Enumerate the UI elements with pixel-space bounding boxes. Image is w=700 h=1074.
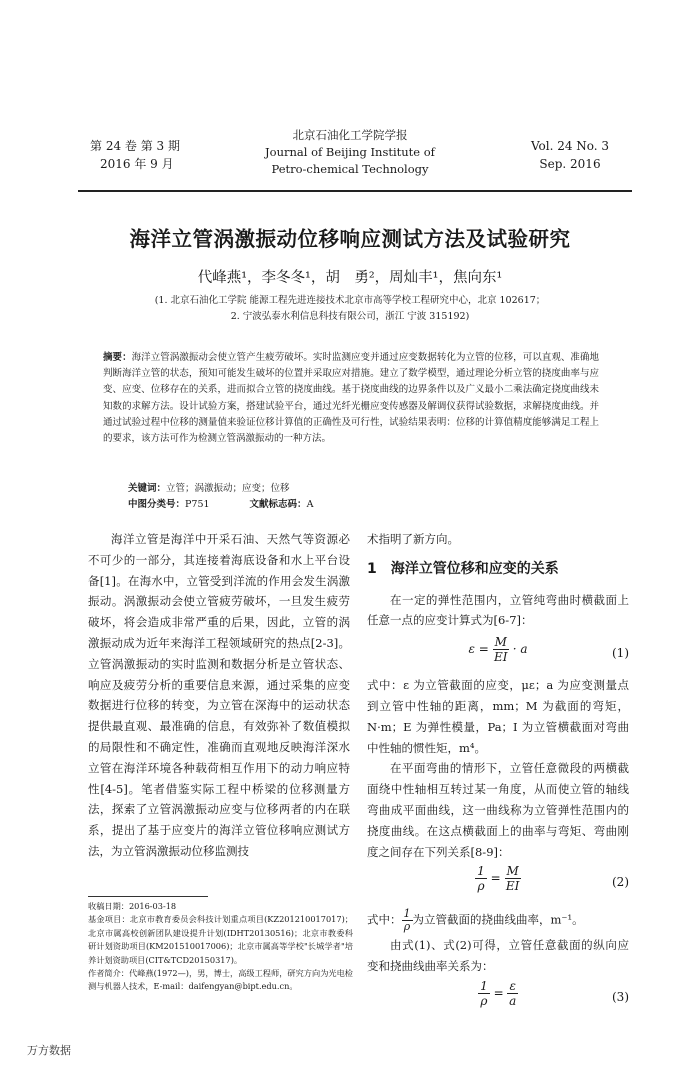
author-list: 代峰燕¹，李冬冬¹，胡 勇²，周灿丰¹，焦向东¹	[197, 270, 503, 286]
date-cn: 2016 年 9 月	[100, 157, 174, 171]
wanfang-watermark: 万方数据	[27, 1044, 71, 1057]
para4-fraction-numerator: 1	[403, 907, 411, 921]
para4-inline-fraction	[402, 908, 413, 933]
intro-paragraph: 海洋立管是海洋中开采石油、天然气等资源必不可少的一部分，其连接着海底设备和水上平台设备[1]。在海水中，立管受到洋流的作用会发生涡激振动。涡激振动会使立管疲劳破坏，一旦发生疲劳破坏，将会造成非常严重的后果，因此，立管的涡激振动成为近年来海洋工程领域研究的热点[2-3]。立管涡激振动的实时监测和数据分析是立管状态、响应及疲劳分析的重要信息来源，通过采集的应变数据进行位移的转变，为立管在深海中的运动状态提供最直观、最准确的信息，有效弥补了数值模拟的局限性和不确定性，准确而直观地反映海洋深水立管在海洋环境各种载荷相互作用下的动力响应特性[4-5]。笔者借鉴实际工程中桥梁的位移测量方法，探索了立管涡激振动应变与位移两者的内在联系，提出了基于应变片的海洋立管位移响应测试方法，为立管涡激振动位移监测技	[88, 532, 350, 858]
eq3-right-numerator: ε	[509, 978, 516, 993]
eq1-number: (1)	[612, 646, 629, 661]
header-divider	[78, 190, 632, 192]
abstract-text: 海洋立管涡激振动会使立管产生疲劳破坏。实时监测应变并通过应变数据转化为立管的位移，可以直观、准确地判断海洋立管的状态，预知可能发生破坏的位置并采取应对措施。建立了数学模型，通过理论分析立管的挠度曲率与应变、应变、位移存在的关系，进而拟合立管的挠度曲线。基于挠度曲线的边界条件以及广义最小二乘法确定挠度曲线未知数的求解方法。设计试验方案，搭建试验平台，通过光纤光栅应变传感器及解调仪获得试验数据，求解挠度曲线。并通过试验过程中位移的测量值来验证位移计算值的正确性及可行性，试验结果表明：位移的计算值精度能够满足工程上的要求，该方法可作为检测立管涡激振动的一种方法。	[103, 352, 599, 445]
eq3-left-numerator: 1	[480, 978, 488, 993]
para4-fraction-denominator: ρ	[403, 920, 411, 934]
classification	[128, 496, 313, 510]
journal-name-cn: 北京石油化工学院学报	[292, 128, 408, 142]
body-right-column	[367, 529, 629, 1019]
keywords-label: 关键词：	[128, 483, 167, 494]
keywords-text: 立管；涡激振动；应变；位移	[166, 483, 290, 494]
section-1-paragraph-2: 式中：ε 为立管截面的应变，με；a 为应变测量点到立管中性轴的距离，mm；M 为截面的弯矩，N·m；E 为弹性模量，Pa；I 为立管横截面对弯曲中性轴的惯性矩，m⁴。	[367, 678, 629, 755]
doc-code-label: 文献标志码：	[249, 499, 307, 510]
eq1-numerator: M	[494, 635, 507, 650]
section-1-heading: 1 海洋立管位移和应变的关系	[367, 560, 559, 577]
journal-name-block	[250, 127, 450, 178]
keywords	[128, 480, 290, 494]
eq2-number: (2)	[612, 875, 629, 890]
eq1-lhs: ε =	[468, 642, 493, 657]
eq2-right-denominator: EI	[505, 879, 520, 894]
para4-prefix: 式中：	[367, 912, 402, 927]
section-1-paragraph-3: 在平面弯曲的情形下，立管任意微段的两横截面绕中性轴相互转过某一角度，从而使立管的轴线弯曲成平面曲线，这一曲线称为立管弹性范围内的挠度曲线。在这点横截面上的曲率与弯矩、弯曲刚度之间存在下列关系[8-9]：	[367, 761, 629, 859]
clc-label: 中图分类号：	[128, 499, 186, 510]
affiliations	[80, 293, 620, 325]
eq2-left-denominator: ρ	[477, 879, 485, 894]
funding-info: 基金项目：北京市教育委员会科技计划重点项目(KZ201210017017)；北京市属高校创新团队建设提升计划(IDHT20130516)；北京市教委科研计划资助项目(KM201510017006)；北京市属高等学校"长城学者"培养计划资助项目(CIT&TCD20150317)。	[88, 914, 353, 965]
eq2-left-numerator: 1	[477, 864, 485, 879]
doc-code: A	[306, 499, 314, 510]
clc-code: P751	[185, 499, 210, 510]
header-volume-issue-block	[90, 137, 180, 173]
eq3-right-fraction	[507, 979, 517, 1008]
eq2-right-numerator: M	[506, 864, 519, 879]
abstract-label: 摘要：	[103, 352, 132, 363]
journal-name-en-line1: Journal of Beijing Institute of	[265, 145, 435, 159]
header-volume-en-block	[515, 137, 625, 173]
body-left-column	[88, 529, 350, 862]
footnote-divider	[88, 896, 208, 897]
equation-3: $\frac{1}{\rho}$ = $\frac{\varepsilon}{a}$ (3)	[480, 978, 629, 1008]
eq3-right-denominator: a	[509, 993, 517, 1008]
eq3-left-fraction	[478, 979, 490, 1008]
paper-title: 海洋立管涡激振动位移响应测试方法及试验研究	[129, 227, 571, 251]
footnote	[88, 900, 353, 994]
section-1-paragraph-5: 由式(1)、式(2)可得，立管任意截面的纵向应变和挠曲线曲率关系为：	[367, 938, 629, 974]
section-1-paragraph-1: 在一定的弹性范围内，立管纯弯曲时横截面上任意一点的应变计算式为[6-7]：	[367, 592, 629, 628]
volume-issue-en: Vol. 24 No. 3	[530, 139, 610, 153]
eq1-denominator: EI	[494, 650, 508, 665]
section-1-paragraph-4	[367, 908, 629, 933]
equation-1	[367, 631, 629, 675]
eq1-fraction	[493, 635, 509, 664]
eq1-tail: · a	[508, 642, 528, 657]
eq3-number: (3)	[612, 989, 629, 1004]
eq2-left-fraction	[475, 864, 487, 893]
intro-continuation: 术指明了新方向。	[367, 532, 459, 546]
equation-2: $\frac{1}{\rho}$ = $\frac{M}{EI}$ (2)	[477, 864, 629, 894]
eq2-right-fraction	[505, 864, 521, 893]
abstract	[103, 350, 599, 447]
affiliation-1: (1. 北京石油化工学院 能源工程先进连接技术北京市高等学校工程研究中心，北京 102617；	[154, 295, 546, 306]
received-date: 收稿日期：2016-03-18	[88, 901, 177, 911]
para4-suffix: 为立管截面的挠曲线曲率，m⁻¹。	[412, 912, 584, 927]
journal-name-en-line2: Petro-chemical Technology	[271, 162, 429, 176]
affiliation-2: 2. 宁波弘泰水利信息科技有限公司，浙江 宁波 315192)	[230, 311, 470, 322]
author-bio: 作者简介：代峰燕(1972—)，男，博士，高级工程师，研究方向为光电检测与机器人技术，E-mail：daifengyan@bipt.edu.cn。	[88, 968, 353, 992]
eq3-left-denominator: ρ	[480, 993, 488, 1008]
volume-issue-cn: 第 24 卷 第 3 期	[90, 139, 180, 153]
date-en: Sep. 2016	[539, 157, 601, 171]
